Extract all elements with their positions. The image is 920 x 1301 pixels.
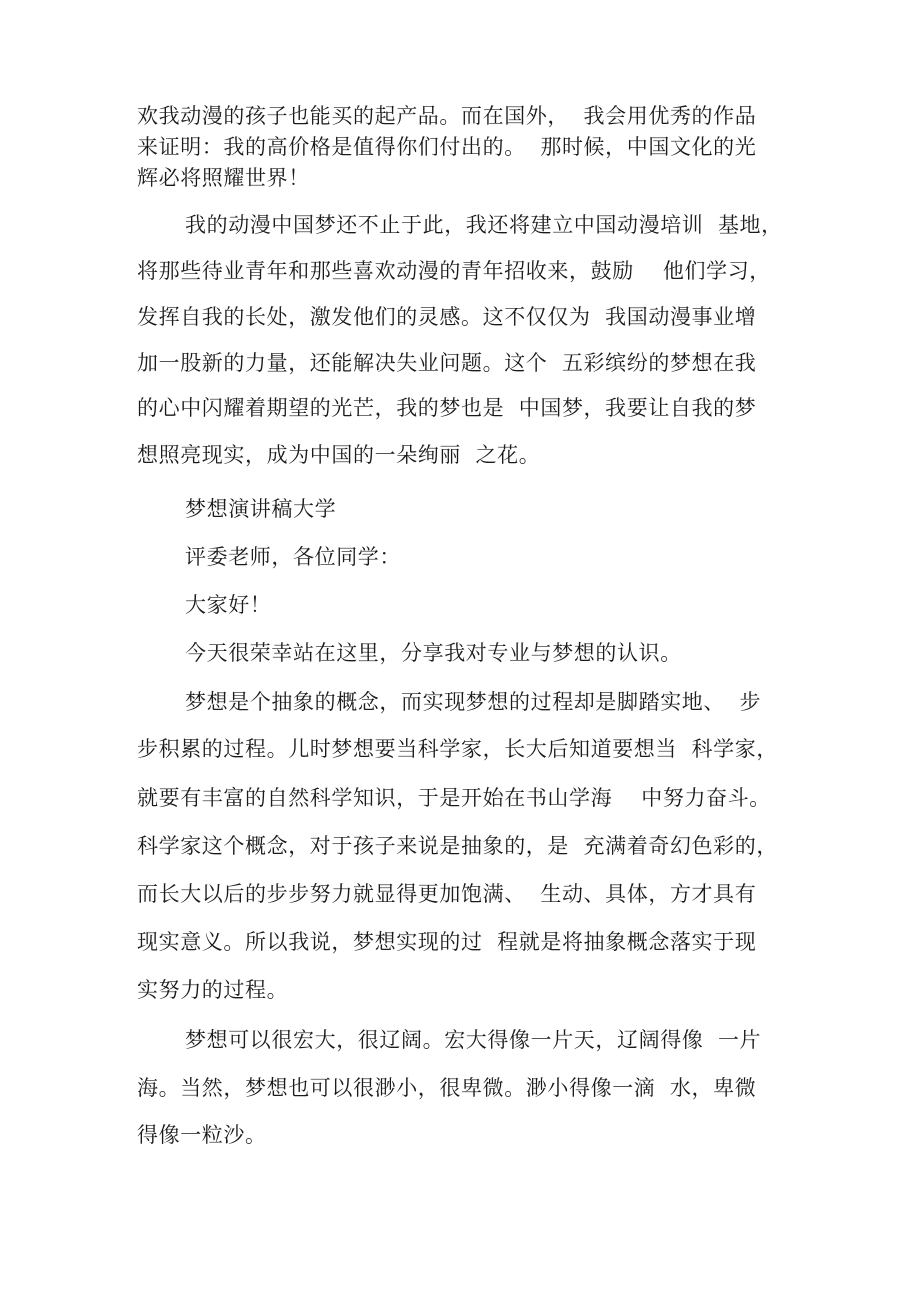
paragraph-first-line: 今天很荣幸站在这里，分享我对专业与梦想的认识。 (185, 641, 682, 665)
text-line: 欢我动漫的孩子也能买的起产品。而在国外， 我会用优秀的作品 (137, 104, 757, 128)
text-line: 科学家这个概念，对于孩子来说是抽象的，是 充满着奇幻色彩的， (137, 834, 778, 858)
text-line: 将那些待业青年和那些喜欢动漫的青年招收来，鼓励 他们学习， (137, 259, 771, 283)
text-line: 就要有丰富的自然科学知识，于是开始在书山学海 中努力奋斗。 (137, 786, 771, 810)
paragraph-first-line: 梦想可以很宏大，很辽阔。宏大得像一片天，辽阔得像 一片 (185, 1028, 762, 1052)
text-line: 的心中闪耀着期望的光芒，我的梦也是 中国梦，我要让自我的梦 (137, 396, 757, 420)
text-line: 实努力的过程。 (137, 978, 289, 1002)
text-line: 想照亮现实，成为中国的一朵绚丽 之花。 (137, 443, 541, 467)
text-line: 辉必将照耀世界！ (137, 166, 310, 190)
text-line: 得像一粒沙。 (137, 1123, 267, 1147)
text-line: 海。当然，梦想也可以很渺小，很卑微。渺小得像一滴 水，卑微 (137, 1076, 757, 1100)
text-line: 来证明：我的高价格是值得你们付出的。 那时候，中国文化的光 (137, 135, 757, 159)
text-line: 发挥自我的长处，激发他们的灵感。这不仅仅为 我国动漫事业增 (137, 305, 757, 329)
text-line: 而长大以后的步步努力就显得更加饱满、 生动、具体，方才具有 (137, 882, 757, 906)
paragraph-first-line: 梦想是个抽象的概念，而实现梦想的过程却是脚踏实地、 步 (185, 690, 762, 714)
section-title: 梦想演讲稿大学 (185, 497, 337, 521)
salutation: 评委老师，各位同学： (185, 545, 401, 569)
text-line: 步积累的过程。儿时梦想要当科学家，长大后知道要想当 科学家， (137, 737, 778, 761)
paragraph-first-line: 我的动漫中国梦还不止于此，我还将建立中国动漫培训 基地， (185, 213, 783, 237)
text-line: 现实意义。所以我说，梦想实现的过 程就是将抽象概念落实于现 (137, 930, 757, 954)
text-line: 加一股新的力量，还能解决失业问题。这个 五彩缤纷的梦想在我 (137, 351, 757, 375)
document-body (137, 0, 797, 1301)
greeting: 大家好！ (185, 593, 272, 617)
